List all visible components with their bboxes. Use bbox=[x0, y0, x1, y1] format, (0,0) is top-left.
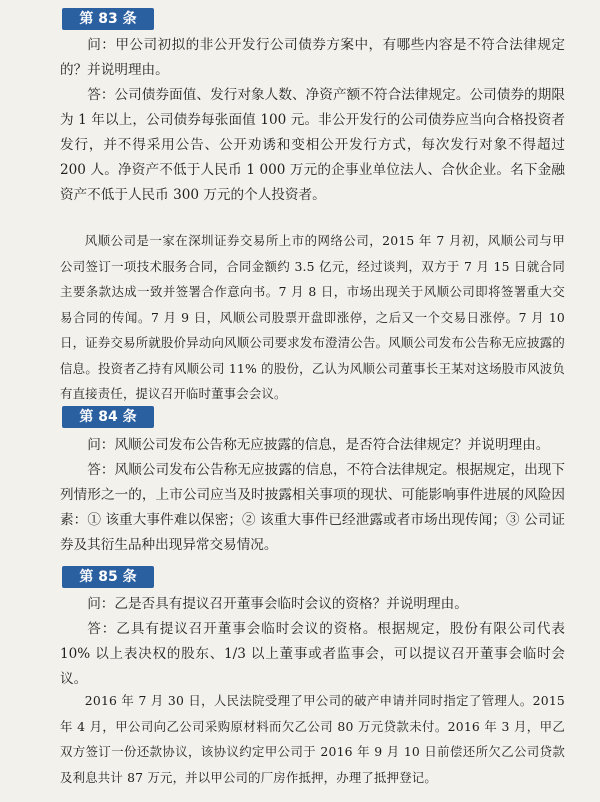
article-84-badge: 第 84 条 bbox=[62, 406, 154, 428]
case-2-text: 2016 年 7 月 30 日，人民法院受理了甲公司的破产申请并同时指定了管理人。2015 年 4 月，甲公司向乙公司采购原材料而欠乙公司 80 万元贷款未付。2016 年 3 月，甲乙双方签订一份还款协议，该协议约定甲公司于 2016 年 9 月 10 日前偿还所欠乙公司贷款及利息共计 87 万元，并以甲公司的厂房作抵押，办理了抵押登记。 bbox=[60, 693, 565, 785]
case-paragraph-2 bbox=[60, 688, 565, 790]
article-85-answer: 答：乙具有提议召开董事会临时会议的资格。根据规定，股份有限公司代表 10% 以上表决权的股东、1/3 以上董事或者监事会，可以提议召开董事会临时会议。 bbox=[60, 621, 565, 687]
article-84-answer: 答：风顺公司发布公告称无应披露的信息，不符合法律规定。根据规定，出现下列情形之一的，上市公司应当及时披露相关事项的现状、可能影响事件进展的风险因素：① 该重大事件难以保密；② 该重大事件已经泄露或者市场出现传闻；③ 公司证券及其衍生品种出现异常交易情况。 bbox=[60, 462, 565, 553]
case-1-text: 风顺公司是一家在深圳证券交易所上市的网络公司，2015 年 7 月初，风顺公司与甲公司签订一项技术服务合同，合同金额约 3.5 亿元，经过谈判，双方于 7 月 15 日就合同主要条款达成一致并签署合作意向书。7 月 8 日，市场出现关于风顺公司即将签署重大交易合同的传闻。7 月 9 日，风顺公司股票开盘即涨停，之后又一个交易日涨停。7 月 10 日，证券交易所就股价异动向风顺公司要求发布澄清公告。风顺公司发布公告称无应披露的信息。投资者乙持有风顺公司 11% 的股份，乙认为风顺公司董事长王某对这场股市风波负有直接责任，提议召开临时董事会会议。 bbox=[60, 233, 565, 401]
case-paragraph-1 bbox=[60, 228, 565, 407]
article-84-question: 问：风顺公司发布公告称无应披露的信息，是否符合法律规定？并说明理由。 bbox=[87, 437, 550, 453]
article-83-question: 问：甲公司初拟的非公开发行公司债券方案中，有哪些内容是不符合法律规定的？并说明理由。 bbox=[60, 37, 565, 78]
article-83-answer: 答：公司债券面值、发行对象人数、净资产额不符合法律规定。公司债券的期限为 1 年以上，公司债券每张面值 100 元。非公开发行的公司债券应当向合格投资者发行，并不得采用公告、公开劝诱和变相公开发行方式，每次发行对象不得超过 200 人。净资产不低于人民币 1 000 万元的企事业单位法人、合伙企业。名下金融资产不低于人民币 300 万元的个人投资者。 bbox=[60, 87, 565, 203]
article-83-badge: 第 83 条 bbox=[62, 8, 154, 30]
article-84-block bbox=[60, 433, 565, 558]
article-85-block bbox=[60, 592, 565, 692]
article-85-badge: 第 85 条 bbox=[62, 566, 154, 588]
article-83-block bbox=[60, 33, 565, 208]
article-85-question: 问：乙是否具有提议召开董事会临时会议的资格？并说明理由。 bbox=[87, 596, 468, 612]
